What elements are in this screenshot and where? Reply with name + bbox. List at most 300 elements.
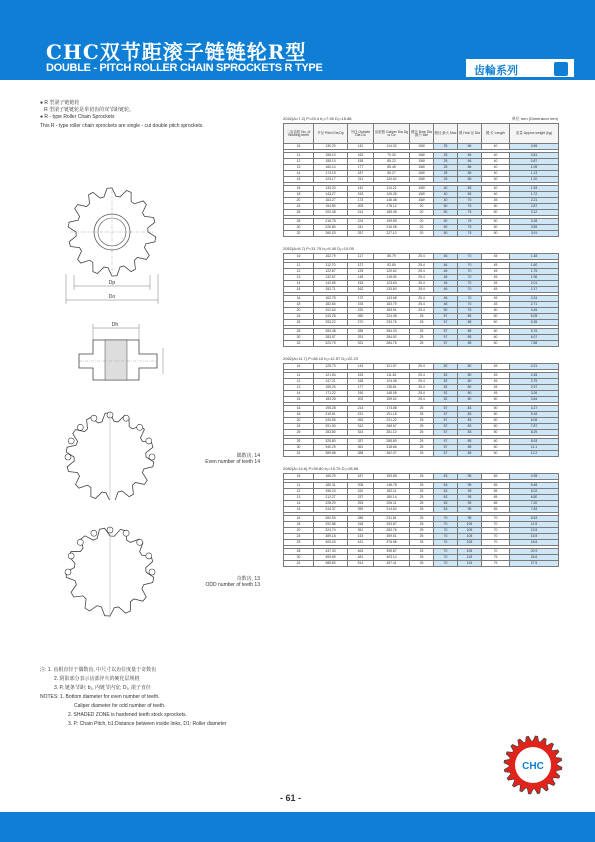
- table-cell: 60: [482, 445, 510, 451]
- table-cell: 172: [348, 296, 374, 302]
- table-cell: 50: [434, 219, 458, 225]
- table-cell: 25: [410, 424, 434, 430]
- table-cell: 95: [458, 483, 482, 489]
- table-cell: 63: [434, 507, 458, 513]
- table-cell: 57: [434, 335, 458, 341]
- sprocket-side-view-figure: [75, 320, 175, 390]
- table-cell: 80: [458, 373, 482, 379]
- table-cell: 83: [458, 418, 482, 424]
- table-cell: 70: [458, 302, 482, 308]
- table-cell: 60: [482, 451, 510, 457]
- table-cell: 117: [348, 254, 374, 260]
- table-cell: 65: [482, 474, 510, 480]
- table-cell: 318: [348, 522, 374, 528]
- table-cell: 24: [284, 314, 314, 320]
- table-cell: 70: [434, 528, 458, 534]
- table-cell: 3.91: [510, 231, 559, 237]
- note-cn: 2. 阴影部分表示齿部淬火的硬化层规格: [54, 676, 140, 682]
- table-cell: 269: [348, 507, 374, 513]
- table-cell: 148.78: [374, 483, 410, 489]
- table-cell: 18: [284, 302, 314, 308]
- table-cell: 153: [348, 281, 374, 287]
- table-cell: 50: [482, 397, 510, 403]
- table-cell: 70: [458, 198, 482, 204]
- table-cell: 83: [458, 412, 482, 418]
- table-cell: 60: [482, 335, 510, 341]
- table-cell: 237: [348, 495, 374, 501]
- table-header-cell: 节径 Pitch Dia Dp: [314, 124, 348, 144]
- table-cell: 437.40: [314, 549, 348, 555]
- table-cell: 11.5: [510, 522, 559, 528]
- table-cell: 95: [458, 489, 482, 495]
- table-cell: 25: [410, 320, 434, 326]
- table-cell: 153: [348, 373, 374, 379]
- table-cell: 5.76: [510, 329, 559, 335]
- table-header-cell: 齿根圆 Caliper Dia Dg or Dc: [374, 124, 410, 144]
- table-cell: 50: [482, 210, 510, 216]
- table-cell: 25: [284, 430, 314, 436]
- table-cell: 283.76: [374, 528, 410, 534]
- table-cell: 126.28: [374, 192, 410, 198]
- table-cell: 351: [348, 528, 374, 534]
- table-cell: 52: [434, 364, 458, 370]
- table-cell: 70: [458, 281, 482, 287]
- chc-logo: [503, 735, 563, 795]
- table-cell: 50: [482, 406, 510, 412]
- table-header-cell: 外径 Outside Dia Do: [348, 124, 374, 144]
- table-cell: 153: [348, 192, 374, 198]
- table-cell: 7.20: [510, 501, 559, 507]
- table-cell: 2.21: [510, 364, 559, 370]
- table-cell: 121.54: [314, 373, 348, 379]
- table-cell: 56: [458, 144, 482, 150]
- table-cell: 152.71: [314, 287, 348, 293]
- table-cell: 11: [284, 373, 314, 379]
- table-cell: 362.07: [374, 451, 410, 457]
- table-cell: 75: [458, 308, 482, 314]
- table-cell: 50: [434, 308, 458, 314]
- table-cell: 361: [348, 445, 374, 451]
- odd-teeth-sprocket-figure: [58, 520, 163, 620]
- table-cell: 202.48: [314, 210, 348, 216]
- table-cell: 105: [458, 534, 482, 540]
- table-cell: 25: [410, 522, 434, 528]
- table-cell: 65: [482, 501, 510, 507]
- table-cell: 60: [482, 341, 510, 347]
- table-cell: 46: [434, 296, 458, 302]
- table-cell: 206.11: [374, 501, 410, 507]
- table-cell: 25.4: [410, 287, 434, 293]
- table-cell: 25: [410, 474, 434, 480]
- table-cell: 57: [434, 314, 458, 320]
- table-cell: 25: [410, 341, 434, 347]
- table-cell: 231.81: [374, 516, 410, 522]
- table-cell: 155.10: [314, 153, 348, 159]
- table-cell: 2.17: [510, 287, 559, 293]
- bullet-item: R 型滚子链链轮是单切齿的双节距链轮。: [44, 107, 135, 113]
- table-cell: 283.48: [314, 329, 348, 335]
- note-cn: 3. P, 链条节距; b₁, 内链节内宽; D₁, 滚子直径: [54, 685, 151, 691]
- table-cell: 52: [434, 379, 458, 385]
- table-cell: 431: [348, 540, 374, 546]
- table-cell: 85: [458, 314, 482, 320]
- table-cell: 145: [348, 275, 374, 281]
- table-cell: 15Ø: [410, 171, 434, 177]
- table-cell: 11: [284, 153, 314, 159]
- table-cell: 30: [284, 225, 314, 231]
- table-cell: 63: [434, 474, 458, 480]
- table-cell: 112.70: [314, 263, 348, 269]
- table-cell: 285: [348, 329, 374, 335]
- table-cell: 177: [348, 165, 374, 171]
- table-cell: 70.30: [374, 153, 410, 159]
- table-cell: 123.63: [374, 281, 410, 287]
- table-cell: 220: [348, 308, 374, 314]
- table-cell: 25: [434, 159, 458, 165]
- table-cell: 2.45: [510, 373, 559, 379]
- table-cell: 40: [482, 177, 510, 183]
- table-cell: 70: [458, 254, 482, 260]
- table-cell: 45: [482, 379, 510, 385]
- table-cell: 25: [410, 495, 434, 501]
- spec-tables: [283, 115, 558, 575]
- table-cell: 52: [434, 397, 458, 403]
- table-cell: 121.57: [374, 364, 410, 370]
- table-cell: 0.81: [510, 153, 559, 159]
- table-cell: 25.4: [410, 379, 434, 385]
- table-cell: 16: [284, 474, 314, 480]
- table-cell: 153.85: [374, 474, 410, 480]
- table-cell: 212.27: [314, 495, 348, 501]
- table-cell: 25.4: [410, 308, 434, 314]
- table-cell: 25: [434, 165, 458, 171]
- table-cell: 226.80: [314, 225, 348, 231]
- table-cell: 6.06: [510, 418, 559, 424]
- brand-mini-icon: [554, 62, 568, 76]
- table-cell: 173.88: [374, 406, 410, 412]
- table-cell: 65: [458, 186, 482, 192]
- table-cell: 57: [434, 329, 458, 335]
- table-cell: 1.96: [510, 275, 559, 281]
- table-cell: 0.65: [510, 144, 559, 150]
- table-cell: 63: [434, 495, 458, 501]
- table-cell: 70: [434, 534, 458, 540]
- table-cell: 50: [482, 314, 510, 320]
- even-teeth-sprocket-figure: [58, 405, 163, 500]
- table-title: 2062(A=11.7) P=38.10 b₁=12.57 D₁=22.23: [283, 356, 358, 361]
- table-cell: 125.73: [314, 364, 348, 370]
- table-cell: 260: [348, 314, 374, 320]
- table-cell: 20: [410, 204, 434, 210]
- table-cell: 318.66: [374, 445, 410, 451]
- table-cell: 16: [284, 254, 314, 260]
- table-cell: 173: [348, 198, 374, 204]
- table-cell: 46: [434, 254, 458, 260]
- table-cell: 32: [284, 451, 314, 457]
- table-cell: 25: [410, 329, 434, 335]
- table-cell: 388: [348, 451, 374, 457]
- table-cell: 18: [284, 412, 314, 418]
- table-cell: 6.02: [510, 489, 559, 495]
- table-cell: 28: [284, 439, 314, 445]
- note-en: NOTES: 1. Bottom diameter for even number of teeth.: [40, 694, 160, 700]
- table-cell: 159.20: [314, 385, 348, 391]
- table-cell: 80: [458, 397, 482, 403]
- table-cell: 70: [482, 549, 510, 555]
- page-title-cn: CHC双节距滚子链链轮R型: [46, 40, 307, 64]
- table-cell: 25: [410, 445, 434, 451]
- table-cell: 45: [482, 385, 510, 391]
- table-cell: 50: [434, 210, 458, 216]
- table-cell: 12: [284, 159, 314, 165]
- table-header-cell: 毂 Hub 径 Dia: [458, 124, 482, 144]
- table-cell: 45: [482, 302, 510, 308]
- table-cell: 8.63: [510, 516, 559, 522]
- table-cell: 233.76: [374, 320, 410, 326]
- table-cell: 24: [284, 534, 314, 540]
- table-cell: 133.20: [314, 186, 348, 192]
- spec-table: [283, 363, 559, 457]
- table-cell: 50: [434, 204, 458, 210]
- table-cell: 221.22: [374, 418, 410, 424]
- table-cell: 180.31: [314, 483, 348, 489]
- table-cell: 30: [284, 445, 314, 451]
- dh-label: Dh: [111, 322, 119, 328]
- table-cell: 219.61: [314, 412, 348, 418]
- table-cell: 40: [434, 198, 458, 204]
- table-cell: 52: [434, 385, 458, 391]
- table-cell: 25.4: [410, 385, 434, 391]
- table-cell: 70: [482, 534, 510, 540]
- table-cell: 70: [458, 275, 482, 281]
- table-cell: 18: [284, 192, 314, 198]
- table-cell: 40: [434, 192, 458, 198]
- table-cell: 70: [458, 269, 482, 275]
- table-cell: 163.27: [314, 198, 348, 204]
- table-cell: 514: [348, 561, 374, 567]
- table-cell: 20: [284, 198, 314, 204]
- table-cell: 12.2: [510, 451, 559, 457]
- table-cell: 25: [410, 406, 434, 412]
- table-cell: 92.80: [374, 263, 410, 269]
- table-cell: 45: [482, 364, 510, 370]
- table-cell: 70: [434, 555, 458, 561]
- table-cell: 20: [410, 210, 434, 216]
- table-cell: 1.13: [510, 171, 559, 177]
- table-cell: 142: [348, 186, 374, 192]
- table-cell: 114.22: [374, 186, 410, 192]
- table-cell: 30: [284, 335, 314, 341]
- table-cell: 52: [434, 391, 458, 397]
- table-cell: 85: [458, 335, 482, 341]
- table-cell: 46: [434, 275, 458, 281]
- table-cell: 143: [348, 364, 374, 370]
- table-cell: 46: [434, 302, 458, 308]
- table-cell: 85: [458, 329, 482, 335]
- table-cell: 95: [458, 507, 482, 513]
- table-title: 2052(A=8.7) P=31.75 b₁=9.40 D₁=10.05: [283, 246, 354, 251]
- table-cell: 95: [458, 501, 482, 507]
- table-cell: 205: [348, 204, 374, 210]
- table-cell: 216.78: [314, 219, 348, 225]
- table-cell: 50: [434, 225, 458, 231]
- table-cell: 105: [458, 540, 482, 546]
- table-cell: 359.51: [374, 534, 410, 540]
- table-cell: 281.10: [374, 430, 410, 436]
- table-cell: 20: [284, 528, 314, 534]
- table-cell: 25: [434, 144, 458, 150]
- table-cell: 45: [482, 275, 510, 281]
- table-cell: 13.5: [510, 528, 559, 534]
- table-cell: 25: [284, 320, 314, 326]
- table-cell: 80: [458, 385, 482, 391]
- table-cell: 15: [284, 507, 314, 513]
- table-cell: 18.8: [510, 540, 559, 546]
- table-cell: 323.75: [314, 341, 348, 347]
- table-cell: 7.87: [510, 424, 559, 430]
- table-cell: 70: [434, 549, 458, 555]
- table-cell: 85.27: [374, 171, 410, 177]
- table-cell: 2.79: [510, 379, 559, 385]
- table-header-cell: 二齿齿数 No. of Working teeth: [284, 124, 314, 144]
- table-cell: 183.91: [374, 308, 410, 314]
- table-cell: 24: [284, 204, 314, 210]
- table-cell: 133.60: [374, 287, 410, 293]
- table-cell: 63: [434, 489, 458, 495]
- table-cell: 415: [348, 534, 374, 540]
- table-cell: 16: [284, 516, 314, 522]
- table-cell: 40: [482, 165, 510, 171]
- table-cell: 75: [482, 555, 510, 561]
- table-cell: 395.87: [374, 549, 410, 555]
- table-cell: 45: [482, 287, 510, 293]
- table-cell: 50: [482, 424, 510, 430]
- table-cell: 325.80: [314, 439, 348, 445]
- table-cell: 85: [458, 341, 482, 347]
- table-cell: 405.03: [314, 540, 348, 546]
- table-cell: 199.89: [374, 219, 410, 225]
- table-cell: 231: [348, 412, 374, 418]
- table-cell: 25.4: [410, 391, 434, 397]
- table-cell: 75: [482, 561, 510, 567]
- table-cell: 70: [434, 540, 458, 546]
- table-cell: 182.84: [314, 302, 348, 308]
- table-cell: 25: [410, 528, 434, 534]
- table-cell: 25: [410, 439, 434, 445]
- table-cell: 40: [482, 153, 510, 159]
- table-cell: 162: [348, 153, 374, 159]
- table-cell: 15: [284, 287, 314, 293]
- table-cell: 485.80: [314, 561, 348, 567]
- table-cell: 25: [410, 516, 434, 522]
- table-cell: 15: [284, 397, 314, 403]
- dp-label: Dp: [108, 280, 116, 286]
- table-cell: 75: [458, 204, 482, 210]
- table-cell: 194.80: [314, 204, 348, 210]
- table-cell: 148.08: [374, 391, 410, 397]
- intro-section: [40, 100, 250, 130]
- table-cell: 171.22: [314, 391, 348, 397]
- table-cell: 185.08: [374, 210, 410, 216]
- table-cell: 25.4: [410, 263, 434, 269]
- table-cell: 211: [348, 177, 374, 183]
- table-cell: 15Ø: [410, 153, 434, 159]
- table-cell: 208: [348, 483, 374, 489]
- table-cell: 25: [434, 153, 458, 159]
- table-cell: 25: [410, 489, 434, 495]
- table-cell: 63: [434, 501, 458, 507]
- table-cell: 11.1: [510, 445, 559, 451]
- series-badge: [465, 58, 575, 78]
- table-cell: 135.81: [374, 385, 410, 391]
- table-cell: 4.27: [510, 406, 559, 412]
- table-header-cell: 毂径 Bore Dia 最小 Min: [410, 124, 434, 144]
- table-cell: 16: [284, 186, 314, 192]
- table-cell: 57: [434, 445, 458, 451]
- table-cell: 50: [434, 231, 458, 237]
- table-cell: 15: [284, 177, 314, 183]
- table-cell: 70: [434, 561, 458, 567]
- table-cell: 324: [348, 430, 374, 436]
- table-cell: 46: [434, 263, 458, 269]
- table-cell: 56: [458, 153, 482, 159]
- table-cell: 56: [458, 177, 482, 183]
- table-cell: 14: [284, 501, 314, 507]
- table-cell: 16: [284, 406, 314, 412]
- table-cell: 15Ø: [410, 186, 434, 192]
- table-cell: 257: [348, 231, 374, 237]
- table-cell: 56: [458, 171, 482, 177]
- table-cell: 85.79: [374, 254, 410, 260]
- table-cell: 5.48: [510, 483, 559, 489]
- table-cell: 324.74: [314, 528, 348, 534]
- sprocket-front-view-figure: [60, 180, 165, 310]
- table-cell: 2.87: [510, 204, 559, 210]
- table-cell: 224.08: [374, 314, 410, 320]
- table-row: [284, 341, 559, 347]
- table-cell: 1.75: [510, 269, 559, 275]
- table-cell: 125: [348, 269, 374, 275]
- table-cell: 40: [482, 159, 510, 165]
- table-cell: 193: [348, 302, 374, 308]
- table-cell: 65: [458, 192, 482, 198]
- bullet-item: ● R 型滚子链链轮: [40, 100, 80, 106]
- page-title-en: DOUBLE - PITCH ROLLER CHAIN SPROCKETS R TYPE: [46, 62, 323, 74]
- spec-table: [283, 123, 559, 237]
- table-cell: 80: [458, 391, 482, 397]
- table-cell: 25.4: [410, 296, 434, 302]
- table-cell: 8.29: [510, 430, 559, 436]
- table-cell: 25: [410, 540, 434, 546]
- table-cell: 15Ø: [410, 192, 434, 198]
- table-cell: 46: [434, 287, 458, 293]
- table-cell: 65: [482, 483, 510, 489]
- table-cell: 25.4: [410, 373, 434, 379]
- table-cell: 20: [284, 308, 314, 314]
- table-cell: 50: [482, 225, 510, 231]
- table-cell: 228.29: [314, 501, 348, 507]
- table-title: 2082(A=14.6) P=50.80 b₁=15.75 D₁=28.58: [283, 466, 359, 471]
- intro-text: This R - type roller chain sprockets are single - cut double pitch sprockets.: [40, 123, 204, 129]
- table-cell: 25: [410, 335, 434, 341]
- table-header-cell: 质量 Approx weight (kg): [510, 124, 559, 144]
- table-cell: 180.14: [374, 495, 410, 501]
- table-cell: 40: [482, 186, 510, 192]
- table-cell: 80: [458, 364, 482, 370]
- table-cell: 115: [458, 555, 482, 561]
- table-cell: 27.5: [510, 561, 559, 567]
- table-cell: 85: [458, 439, 482, 445]
